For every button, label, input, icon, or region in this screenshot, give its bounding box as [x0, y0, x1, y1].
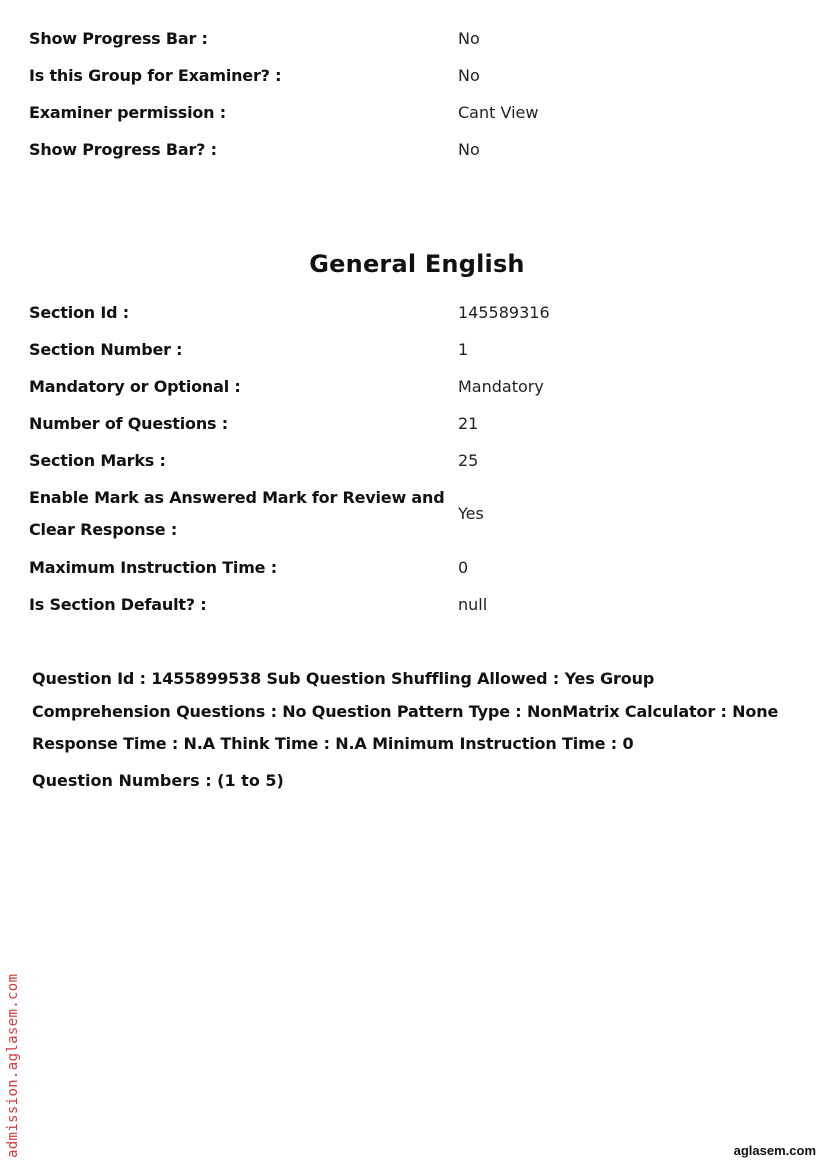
section-row: [29, 549, 769, 586]
question-info: Question Id : 1455899538 Sub Question Shuffling Allowed : Yes Group Comprehension Questions : No Question Pattern Type : NonMatrix Calculator : None Response Time : N.A Think Time : N.A Minimum Instruction Time : 0: [32, 669, 779, 753]
section-row: [29, 442, 769, 479]
section-label: Mandatory or Optional :: [29, 376, 241, 396]
section-row: [29, 586, 769, 623]
property-label: Is this Group for Examiner? :: [29, 65, 282, 85]
section-row: [29, 331, 769, 368]
section-value: 0: [458, 557, 469, 577]
question-numbers: Question Numbers : (1 to 5): [32, 771, 284, 790]
property-row: [29, 57, 769, 94]
watermark-text: admission.aglasem.com: [5, 973, 21, 1158]
section-label: Section Marks :: [29, 450, 166, 470]
footer-brand: aglasem.com: [733, 1143, 816, 1158]
property-value: No: [458, 139, 480, 159]
section-value: 1: [458, 339, 469, 359]
section-label: Is Section Default? :: [29, 594, 207, 614]
property-row: [29, 94, 769, 131]
section-row: [29, 294, 769, 331]
section-label: Section Id :: [29, 302, 129, 322]
property-row: [29, 131, 769, 168]
section-value: Yes: [458, 504, 484, 523]
section-value: 145589316: [458, 302, 550, 322]
section-row: [29, 479, 769, 549]
property-label: Examiner permission :: [29, 102, 226, 122]
group-properties-table: [29, 20, 769, 168]
property-label: Show Progress Bar? :: [29, 139, 217, 159]
section-value: 25: [458, 450, 479, 470]
section-label: Enable Mark as Answered Mark for Review and Clear Response :: [29, 488, 445, 539]
section-label: Section Number :: [29, 339, 183, 359]
property-value: No: [458, 28, 480, 48]
property-value: No: [458, 65, 480, 85]
property-value: Cant View: [458, 102, 539, 122]
section-label: Number of Questions :: [29, 413, 228, 433]
property-row: [29, 20, 769, 57]
section-value: 21: [458, 413, 479, 433]
section-label: Maximum Instruction Time :: [29, 557, 277, 577]
section-value: Mandatory: [458, 376, 544, 396]
property-label: Show Progress Bar :: [29, 28, 208, 48]
section-title: General English: [309, 250, 525, 278]
section-row: [29, 405, 769, 442]
section-value: null: [458, 594, 488, 614]
section-properties-table: [29, 294, 769, 623]
section-row: [29, 368, 769, 405]
